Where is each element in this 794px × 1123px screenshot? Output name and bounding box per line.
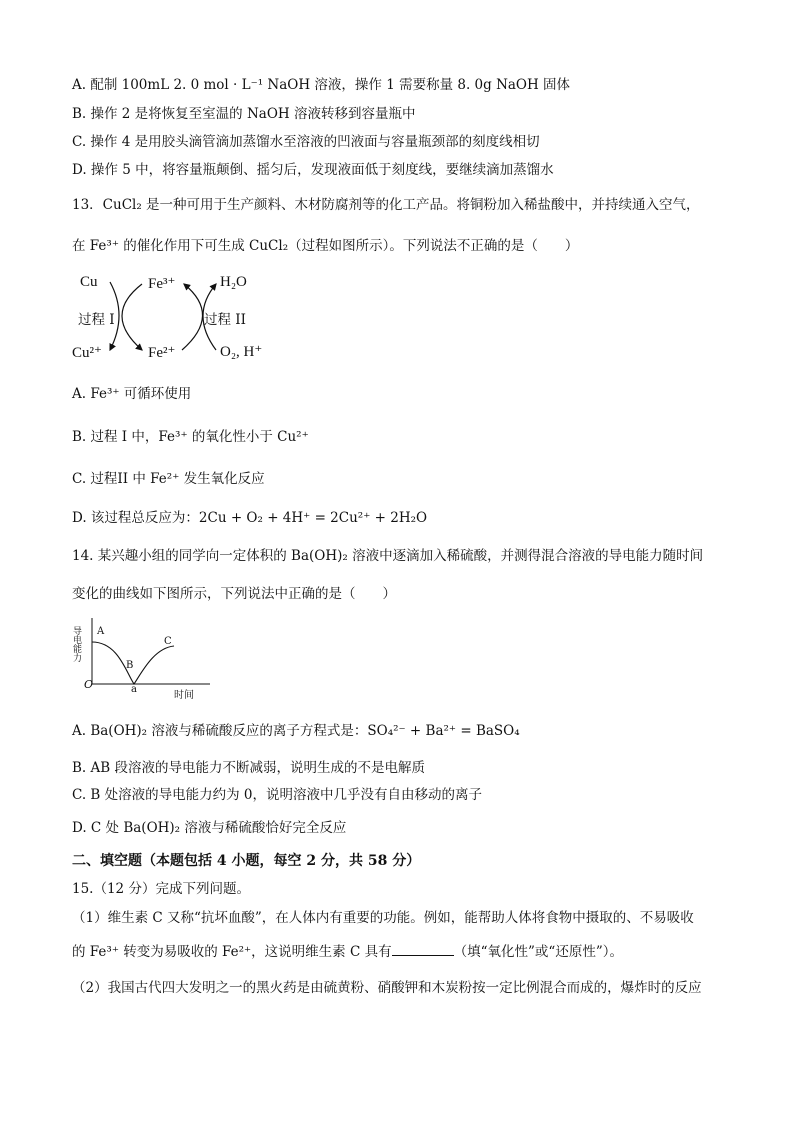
q12-option-c: C. 操作 4 是用胶头滴管滴加蒸馏水至溶液的凹液面与容量瓶颈部的刻度线相切	[72, 134, 540, 150]
q13-option-a: A. Fe³⁺ 可循环使用	[72, 386, 192, 402]
label-cu2: Cu²⁺	[72, 345, 102, 361]
q15-part1-line2-pre: 的 Fe³⁺ 转变为易吸收的 Fe²⁺，这说明维生素 C 具有	[72, 944, 392, 960]
q12-option-a: A. 配制 100mL 2. 0 mol · L⁻¹ NaOH 溶液，操作 1 需要称量 8. 0g NaOH 固体	[72, 77, 571, 93]
point-a-label: A	[97, 626, 105, 637]
q15-part2-line1: （2）我国古代四大发明之一的黑火药是由硫黄粉、硝酸钾和木炭粉按一定比例混合而成的，爆炸时的反应	[72, 980, 702, 996]
q15-stem: 15.（12 分）完成下列问题。	[72, 881, 250, 897]
section-title: 二、填空题（本题包括 4 小题，每空 2 分，共 58 分）	[72, 853, 421, 869]
q13-option-c: C. 过程II 中 Fe²⁺ 发生氧化反应	[72, 471, 265, 487]
q15-part1-line2	[72, 943, 623, 961]
q14-option-c: C. B 处溶液的导电能力约为 0，说明溶液中几乎没有自由移动的离子	[72, 787, 483, 803]
q14-conductivity-graph	[70, 612, 220, 702]
q15-part1-line1: （1）维生素 C 又称“抗坏血酸”，在人体内有重要的功能。例如，能帮助人体将食物中摄取的、不易吸收	[72, 910, 694, 926]
label-process-1: 过程 I	[78, 312, 115, 328]
graph-ylabel: 导电能力	[71, 626, 81, 662]
q14-option-b: B. AB 段溶液的导电能力不断减弱，说明生成的不是电解质	[72, 760, 425, 776]
point-c-label: C	[164, 636, 172, 647]
q13-option-b: B. 过程 I 中，Fe³⁺ 的氧化性小于 Cu²⁺	[72, 429, 309, 445]
graph-origin: O	[84, 678, 94, 691]
q14-stem-line2: 变化的曲线如下图所示，下列说法中正确的是（ ）	[72, 586, 396, 602]
label-cu: Cu	[80, 274, 98, 290]
label-fe2: Fe²⁺	[148, 345, 176, 361]
q12-option-d: D. 操作 5 中，将容量瓶颠倒、摇匀后，发现液面低于刻度线，要继续滴加蒸馏水	[72, 162, 554, 178]
q15-part1-line2-post: （填“氧化性”或“还原性”）。	[453, 944, 623, 960]
q12-option-b: B. 操作 2 是将恢复至室温的 NaOH 溶液转移到容量瓶中	[72, 106, 416, 122]
q14-option-a: A. Ba(OH)₂ 溶液与稀硫酸反应的离子方程式是：SO₄²⁻ + Ba²⁺ = BaSO₄	[72, 723, 520, 739]
point-b-label: B	[126, 660, 134, 671]
q13-option-d: D. 该过程总反应为：2Cu + O₂ + 4H⁺ = 2Cu²⁺ + 2H₂O	[72, 510, 428, 526]
graph-xlabel: 时间	[174, 690, 194, 701]
q13-stem-line2: 在 Fe³⁺ 的催化作用下可生成 CuCl₂（过程如图所示）。下列说法不正确的是（ ）	[72, 238, 579, 254]
arrow-fe2-to-fe3	[182, 284, 203, 350]
label-process-2: 过程 II	[204, 312, 246, 328]
label-o2-h: O₂, H⁺	[220, 344, 263, 360]
q13-cycle-diagram	[70, 270, 270, 365]
answer-blank[interactable]	[392, 943, 454, 956]
q13-stem-line1: 13．CuCl₂ 是一种可用于生产颜料、木材防腐剂等的化工产品。将铜粉加入稀盐酸中，并持续通入空气，	[72, 197, 700, 213]
q14-option-d: D. C 处 Ba(OH)₂ 溶液与稀硫酸恰好完全反应	[72, 820, 347, 836]
arrow-fe3-to-fe2	[122, 284, 142, 350]
label-fe3: Fe³⁺	[148, 276, 176, 292]
q14-stem-line1: 14. 某兴趣小组的同学向一定体积的 Ba(OH)₂ 溶液中逐滴加入稀硫酸，并测得混合溶液的导电能力随时间	[72, 548, 704, 564]
label-h2o: H₂O	[220, 274, 247, 290]
point-a-lower-label: a	[131, 684, 137, 695]
